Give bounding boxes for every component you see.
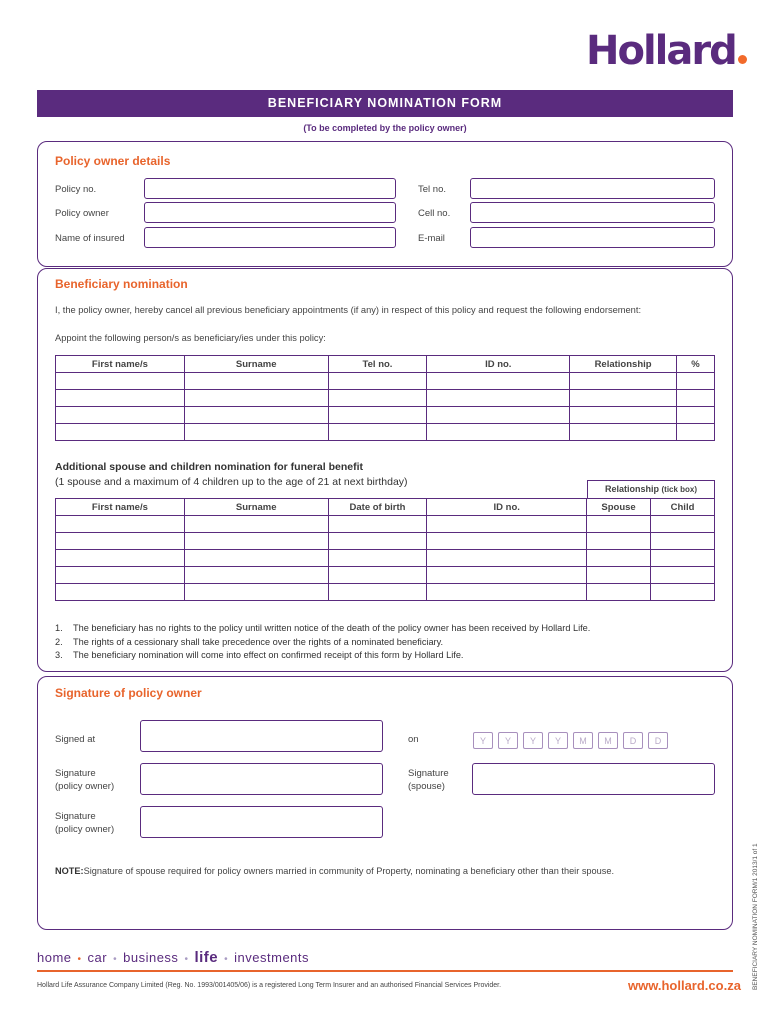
- date-day-box[interactable]: D: [648, 732, 668, 749]
- footer-nav-car[interactable]: car: [87, 950, 108, 965]
- bullet-icon: •: [77, 954, 82, 965]
- date-year-box[interactable]: Y: [498, 732, 518, 749]
- footer-nav-home[interactable]: home: [37, 950, 72, 965]
- signature-owner-2-input[interactable]: [140, 806, 383, 838]
- date-month-box[interactable]: M: [573, 732, 593, 749]
- footer-nav: [37, 949, 309, 966]
- cell-no-input[interactable]: [470, 202, 715, 223]
- beneficiary-appoint: Appoint the following person/s as beneficiary/ies under this policy:: [55, 333, 326, 343]
- policy-owner-input[interactable]: [144, 202, 396, 223]
- table-row: [56, 567, 715, 584]
- policy-no-label: Policy no.: [55, 184, 97, 195]
- funeral-title: Additional spouse and children nomination for funeral benefit: [55, 461, 364, 473]
- signature-owner-2-label: Signature (policy owner): [55, 811, 115, 835]
- policy-owner-title: Policy owner details: [55, 154, 171, 168]
- bullet-icon: •: [224, 954, 229, 965]
- signature-section: [37, 676, 733, 930]
- table-header-row: [56, 356, 715, 373]
- table-row: [56, 533, 715, 550]
- tel-no-label: Tel no.: [418, 184, 446, 195]
- footer-legal: Hollard Life Assurance Company Limited (Reg. No. 1993/001405/06) is a registered Long Term Insurer and an authorised Financial Services Provider.: [37, 982, 502, 989]
- table-row: [56, 390, 715, 407]
- col-first-name: First name/s: [56, 499, 185, 516]
- footer-nav-business[interactable]: business: [123, 950, 179, 965]
- form-title: BENEFICIARY NOMINATION FORM: [37, 90, 733, 117]
- col-id: ID no.: [427, 499, 587, 516]
- signature-spouse-label: Signature (spouse): [408, 768, 449, 792]
- table-row: [56, 516, 715, 533]
- col-spouse: Spouse: [587, 499, 651, 516]
- list-item: 3. The beneficiary nomination will come into effect on confirmed receipt of this form by Hollard Life.: [55, 650, 464, 660]
- date-year-box[interactable]: Y: [523, 732, 543, 749]
- col-tel: Tel no.: [328, 356, 427, 373]
- form-code: BENEFICIARY NOMINATION FORM/1 2013/1 of 1: [752, 843, 759, 990]
- col-dob: Date of birth: [328, 499, 427, 516]
- col-id: ID no.: [427, 356, 570, 373]
- name-insured-input[interactable]: [144, 227, 396, 248]
- signed-at-label: Signed at: [55, 734, 96, 745]
- funeral-subtitle: (1 spouse and a maximum of 4 children up to the age of 21 at next birthday): [55, 476, 408, 488]
- email-input[interactable]: [470, 227, 715, 248]
- table-row: [56, 407, 715, 424]
- footer-divider: [37, 970, 733, 972]
- beneficiary-title: Beneficiary nomination: [55, 277, 188, 291]
- table-row: [56, 550, 715, 567]
- date-year-box[interactable]: Y: [548, 732, 568, 749]
- cell-no-label: Cell no.: [418, 208, 451, 219]
- date-input[interactable]: [473, 732, 668, 749]
- policy-no-input[interactable]: [144, 178, 396, 199]
- footer-nav-investments[interactable]: investments: [234, 950, 310, 965]
- table-row: [56, 424, 715, 441]
- list-item: 2. The rights of a cessionary shall take precedence over the rights of a nominated beneficiary.: [55, 636, 444, 647]
- logo-dot-icon: [738, 55, 747, 64]
- list-item: 1. The beneficiary has no rights to the policy until written notice of the death of the policy owner has been received by Hollard Life.: [55, 623, 591, 633]
- signature-owner-input[interactable]: [140, 763, 383, 795]
- on-label: on: [408, 734, 419, 745]
- hollard-logo: Hollard: [586, 28, 747, 74]
- email-label: E-mail: [418, 233, 445, 244]
- notes-list: [55, 622, 735, 663]
- bullet-icon: •: [184, 954, 189, 965]
- beneficiary-table: [55, 355, 715, 441]
- footer-url-link[interactable]: www.hollard.co.za: [628, 978, 741, 993]
- policy-owner-label: Policy owner: [55, 208, 109, 219]
- funeral-table: [55, 498, 715, 601]
- tel-no-input[interactable]: [470, 178, 715, 199]
- col-first-name: First name/s: [56, 356, 185, 373]
- beneficiary-intro: I, the policy owner, hereby cancel all previous beneficiary appointments (if any) in respect of this policy and request the following endorsement:: [55, 305, 642, 315]
- date-year-box[interactable]: Y: [473, 732, 493, 749]
- date-day-box[interactable]: D: [623, 732, 643, 749]
- form-subtitle: (To be completed by the policy owner): [303, 123, 467, 133]
- signature-note: NOTE:Signature of spouse required for policy owners married in community of Property, nominating a beneficiary other than their spouse.: [55, 866, 615, 876]
- col-surname: Surname: [184, 499, 328, 516]
- signature-title: Signature of policy owner: [55, 686, 202, 700]
- date-month-box[interactable]: M: [598, 732, 618, 749]
- col-surname: Surname: [184, 356, 328, 373]
- table-row: [56, 373, 715, 390]
- table-row: [56, 584, 715, 601]
- signed-at-input[interactable]: [140, 720, 383, 752]
- col-percent: %: [677, 356, 715, 373]
- col-child: Child: [651, 499, 715, 516]
- relationship-tick-header: Relationship (tick box): [587, 480, 715, 498]
- name-insured-label: Name of insured: [55, 233, 125, 244]
- footer-nav-life[interactable]: life: [194, 949, 219, 966]
- table-header-row: [56, 499, 715, 516]
- bullet-icon: •: [113, 954, 118, 965]
- signature-spouse-input[interactable]: [472, 763, 715, 795]
- col-relationship: Relationship: [570, 356, 677, 373]
- signature-owner-label: Signature (policy owner): [55, 768, 115, 792]
